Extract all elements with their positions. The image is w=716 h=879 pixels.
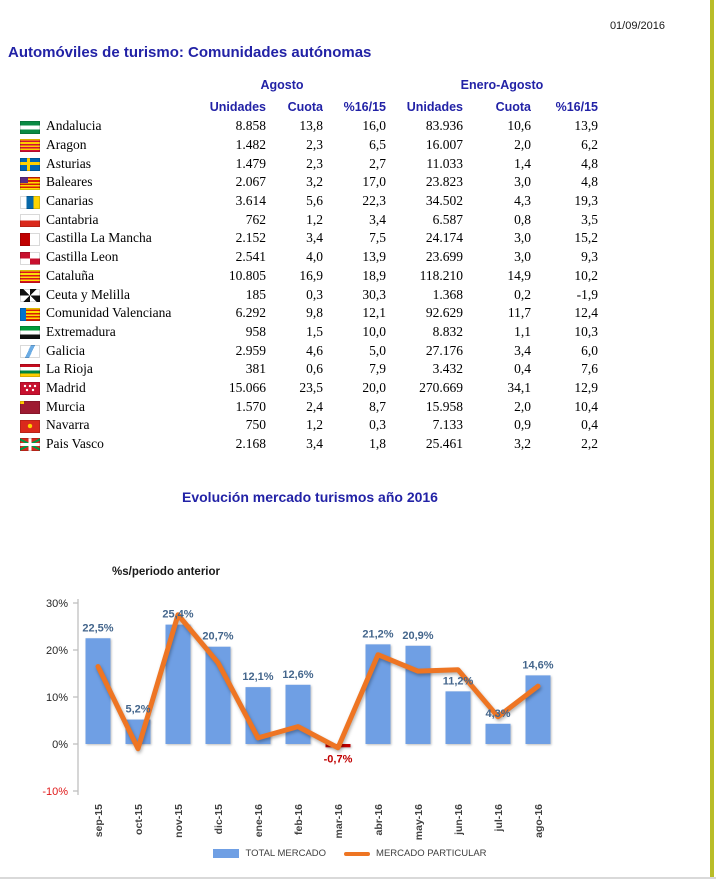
- table-cell: 6.587: [432, 211, 463, 227]
- table-cell: 16,9: [299, 267, 323, 283]
- region-name: Extremadura: [46, 323, 116, 339]
- y-axis-label: -10%: [42, 786, 68, 798]
- y-axis-label: 20%: [45, 645, 68, 657]
- region-name: Comunidad Valenciana: [46, 305, 172, 321]
- murcia-flag-icon: [20, 401, 40, 414]
- x-axis-label: abr-16: [373, 804, 385, 836]
- table-cell: 270.669: [419, 379, 463, 395]
- aragon-flag-icon: [20, 139, 40, 152]
- table-cell: 185: [245, 286, 266, 302]
- table-cell: 7.133: [432, 417, 463, 433]
- bar-data-label: -0,7%: [323, 753, 353, 766]
- table-row: [20, 341, 598, 360]
- table-cell: 11,7: [507, 305, 531, 321]
- andalucia-flag-icon: [20, 121, 40, 134]
- table-cell: 381: [245, 361, 266, 377]
- table-cell: 0,3: [306, 286, 323, 302]
- table-cell: 34.502: [425, 193, 463, 209]
- x-axis-label: jun-16: [453, 804, 465, 835]
- region-name: Andalucia: [46, 118, 102, 134]
- table-group-header-row: [20, 74, 598, 96]
- table-cell: 3,4: [306, 436, 323, 452]
- region-name: Ceuta y Melilla: [46, 286, 130, 302]
- table-cell: 18,9: [362, 267, 386, 283]
- bar-sep-15: [86, 638, 111, 744]
- table-row: [20, 173, 598, 192]
- table-cell: 6,2: [581, 137, 598, 153]
- table-row: [20, 304, 598, 323]
- table-cell: 92.629: [425, 305, 463, 321]
- table-cell: 13,9: [362, 249, 386, 265]
- table-row: [20, 136, 598, 155]
- table-cell: 34,1: [507, 379, 531, 395]
- region-name: Pais Vasco: [46, 436, 104, 452]
- x-axis-label: ago-16: [533, 804, 545, 838]
- table-cell: 12,9: [574, 379, 598, 395]
- x-axis-label: sep-15: [93, 804, 105, 838]
- col-header-pct-agosto: %16/15: [343, 99, 386, 114]
- region-name: Baleares: [46, 174, 93, 190]
- bar-may-16: [406, 646, 431, 744]
- table-cell: 2.067: [235, 174, 266, 190]
- table-cell: 1.482: [235, 137, 266, 153]
- table-cell: 30,3: [362, 286, 386, 302]
- region-name: Aragon: [46, 137, 87, 153]
- x-axis-label: oct-15: [133, 804, 145, 835]
- table-cell: 2.152: [235, 230, 266, 246]
- table-cell: -1,9: [576, 286, 598, 302]
- x-axis-label: feb-16: [293, 804, 305, 835]
- table-cell: 2.959: [235, 342, 266, 358]
- table-cell: 24.174: [425, 230, 463, 246]
- table-cell: 1,8: [369, 436, 386, 452]
- table-cell: 15.958: [425, 398, 463, 414]
- region-name: Galicia: [46, 342, 85, 358]
- table-cell: 16,0: [362, 118, 386, 134]
- table-cell: 10,3: [574, 323, 598, 339]
- market-evolution-chart: [20, 592, 680, 842]
- baleares-flag-icon: [20, 177, 40, 190]
- table-cell: 7,5: [369, 230, 386, 246]
- table-row: [20, 397, 598, 416]
- table-cell: 25.461: [425, 436, 463, 452]
- legend-mercado-particular: MERCADO PARTICULAR: [376, 848, 487, 859]
- table-cell: 2.541: [235, 249, 266, 265]
- bar-data-label: 11,2%: [442, 675, 474, 688]
- chart-axis-caption: %s/periodo anterior: [112, 566, 220, 578]
- table-cell: 0,4: [581, 417, 598, 433]
- region-name: Asturias: [46, 155, 91, 171]
- table-cell: 2.168: [235, 436, 266, 452]
- canarias-flag-icon: [20, 196, 40, 209]
- table-cell: 23,5: [299, 379, 323, 395]
- region-name: Canarias: [46, 193, 94, 209]
- bar-data-label: 4,3%: [485, 707, 511, 720]
- table-cell: 2,3: [306, 137, 323, 153]
- table-cell: 1.479: [235, 155, 266, 171]
- x-axis-label: may-16: [413, 804, 425, 841]
- y-axis-label: 30%: [45, 598, 68, 610]
- table-cell: 2,2: [581, 436, 598, 452]
- table-cell: 6,5: [369, 137, 386, 153]
- table-cell: 2,3: [306, 155, 323, 171]
- table-cell: 15.066: [228, 379, 266, 395]
- table-cell: 3,4: [514, 342, 531, 358]
- region-name: Cataluña: [46, 267, 94, 283]
- region-name: Cantabria: [46, 211, 99, 227]
- table-cell: 3.614: [235, 193, 266, 209]
- table-cell: 3,4: [369, 211, 386, 227]
- table-row: [20, 154, 598, 173]
- table-cell: 10,6: [507, 118, 531, 134]
- table-cell: 6.292: [235, 305, 266, 321]
- col-header-unidades-agosto: Unidades: [209, 99, 266, 114]
- bar-data-label: 5,2%: [125, 703, 151, 716]
- table-cell: 0,9: [514, 417, 531, 433]
- table-cell: 118.210: [419, 267, 463, 283]
- table-cell: 19,3: [574, 193, 598, 209]
- cataluna-flag-icon: [20, 270, 40, 283]
- table-cell: 958: [245, 323, 266, 339]
- table-cell: 0,3: [369, 417, 386, 433]
- cantabria-flag-icon: [20, 214, 40, 227]
- page-edge-stripe: [710, 0, 714, 879]
- ceuta-melilla-flag-icon: [20, 289, 40, 302]
- y-axis-label: 0%: [52, 739, 68, 751]
- region-name: Murcia: [46, 398, 85, 414]
- table-cell: 2,7: [369, 155, 386, 171]
- table-cell: 8.832: [432, 323, 463, 339]
- col-header-pct-enero: %16/15: [555, 99, 598, 114]
- table-cell: 0,6: [306, 361, 323, 377]
- table-cell: 4,8: [581, 155, 598, 171]
- castilla-la-mancha-flag-icon: [20, 233, 40, 246]
- table-cell: 4,0: [306, 249, 323, 265]
- mercado-particular-swatch-icon: [344, 852, 370, 856]
- table-cell: 10,2: [574, 267, 598, 283]
- table-cell: 20,0: [362, 379, 386, 395]
- table-cell: 7,6: [581, 361, 598, 377]
- table-column-header-row: [20, 96, 598, 117]
- table-row: [20, 435, 598, 454]
- table-cell: 13,9: [574, 118, 598, 134]
- table-row: [20, 323, 598, 342]
- table-row: [20, 379, 598, 398]
- x-axis-label: jul-16: [493, 804, 505, 832]
- table-cell: 1,2: [306, 417, 323, 433]
- table-cell: 11.033: [426, 155, 463, 171]
- la-rioja-flag-icon: [20, 364, 40, 377]
- page-title: Automóviles de turismo: Comunidades autónomas: [8, 44, 372, 61]
- region-name: Navarra: [46, 417, 90, 433]
- table-cell: 9,8: [306, 305, 323, 321]
- valenciana-flag-icon: [20, 308, 40, 321]
- table-cell: 8.858: [235, 118, 266, 134]
- report-date: 01/09/2016: [609, 20, 665, 32]
- table-cell: 750: [245, 417, 266, 433]
- galicia-flag-icon: [20, 345, 40, 358]
- table-cell: 23.823: [425, 174, 463, 190]
- table-cell: 5,0: [369, 342, 386, 358]
- table-cell: 0,2: [514, 286, 531, 302]
- table-cell: 1,5: [306, 323, 323, 339]
- table-cell: 5,6: [306, 193, 323, 209]
- x-axis-label: ene-16: [253, 804, 265, 838]
- bar-data-label: 14,6%: [522, 659, 554, 672]
- legend-total-mercado: TOTAL MERCADO: [245, 848, 327, 859]
- pais-vasco-flag-icon: [20, 438, 40, 451]
- chart-legend: [20, 848, 680, 859]
- x-axis-label: dic-15: [213, 804, 225, 835]
- table-cell: 83.936: [425, 118, 463, 134]
- asturias-flag-icon: [20, 158, 40, 171]
- bar-data-label: 25,4%: [162, 608, 194, 621]
- table-cell: 1,4: [514, 155, 531, 171]
- table-cell: 14,9: [507, 267, 531, 283]
- bar-data-label: 12,1%: [242, 671, 274, 684]
- table-cell: 0,4: [514, 361, 531, 377]
- table-cell: 1.570: [235, 398, 266, 414]
- table-row: [20, 248, 598, 267]
- table-cell: 3,4: [306, 230, 323, 246]
- table-cell: 3,0: [514, 230, 531, 246]
- bar-data-label: 20,9%: [402, 629, 434, 642]
- table-row: [20, 267, 598, 286]
- table-cell: 4,8: [581, 174, 598, 190]
- bar-jul-16: [486, 724, 511, 744]
- table-cell: 3,2: [514, 436, 531, 452]
- table-row: [20, 416, 598, 435]
- regions-table: [20, 74, 598, 453]
- bar-jun-16: [446, 691, 471, 744]
- table-cell: 12,4: [574, 305, 598, 321]
- table-cell: 1,2: [306, 211, 323, 227]
- table-cell: 10,4: [574, 398, 598, 414]
- table-row: [20, 192, 598, 211]
- table-row: [20, 285, 598, 304]
- table-cell: 3.432: [432, 361, 463, 377]
- table-cell: 13,8: [299, 118, 323, 134]
- total-mercado-swatch-icon: [213, 849, 239, 858]
- bar-data-label: 20,7%: [202, 630, 234, 643]
- table-cell: 17,0: [362, 174, 386, 190]
- table-cell: 12,1: [362, 305, 386, 321]
- region-name: Castilla Leon: [46, 249, 119, 265]
- table-cell: 3,5: [581, 211, 598, 227]
- table-row: [20, 360, 598, 379]
- table-row: [20, 117, 598, 136]
- region-name: La Rioja: [46, 361, 93, 377]
- extremadura-flag-icon: [20, 326, 40, 339]
- table-cell: 1.368: [432, 286, 463, 302]
- table-cell: 10.805: [228, 267, 266, 283]
- table-cell: 10,0: [362, 323, 386, 339]
- x-axis-label: mar-16: [333, 804, 345, 839]
- table-cell: 762: [245, 211, 266, 227]
- table-cell: 3,0: [514, 249, 531, 265]
- table-cell: 23.699: [425, 249, 463, 265]
- castilla-leon-flag-icon: [20, 252, 40, 265]
- table-cell: 3,2: [306, 174, 323, 190]
- table-cell: 3,0: [514, 174, 531, 190]
- table-cell: 2,0: [514, 398, 531, 414]
- y-axis-label: 10%: [45, 692, 68, 704]
- table-cell: 27.176: [425, 342, 463, 358]
- table-row: [20, 210, 598, 229]
- col-header-cuota-agosto: Cuota: [287, 99, 323, 114]
- bar-data-label: 22,5%: [82, 622, 114, 635]
- chart-title: Evolución mercado turismos año 2016: [182, 489, 438, 505]
- region-name: Madrid: [46, 379, 86, 395]
- bar-data-label: 21,2%: [362, 628, 394, 641]
- table-cell: 4,6: [306, 342, 323, 358]
- table-cell: 4,3: [514, 193, 531, 209]
- table-cell: 0,8: [514, 211, 531, 227]
- bar-data-label: 12,6%: [282, 668, 314, 681]
- region-name: Castilla La Mancha: [46, 230, 152, 246]
- table-cell: 6,0: [581, 342, 598, 358]
- group-header-agosto: Agosto: [260, 78, 304, 92]
- table-cell: 22,3: [362, 193, 386, 209]
- group-header-enero-agosto: Enero-Agosto: [460, 78, 544, 92]
- table-cell: 8,7: [369, 398, 386, 414]
- table-cell: 2,4: [306, 398, 323, 414]
- table-cell: 16.007: [425, 137, 463, 153]
- col-header-cuota-enero: Cuota: [495, 99, 531, 114]
- table-cell: 9,3: [581, 249, 598, 265]
- madrid-flag-icon: [20, 382, 40, 395]
- table-cell: 7,9: [369, 361, 386, 377]
- navarra-flag-icon: [20, 420, 40, 433]
- bar-feb-16: [286, 685, 311, 744]
- table-cell: 2,0: [514, 137, 531, 153]
- table-row: [20, 229, 598, 248]
- table-cell: 1,1: [514, 323, 531, 339]
- table-cell: 15,2: [574, 230, 598, 246]
- x-axis-label: nov-15: [173, 804, 185, 838]
- col-header-unidades-enero: Unidades: [406, 99, 463, 114]
